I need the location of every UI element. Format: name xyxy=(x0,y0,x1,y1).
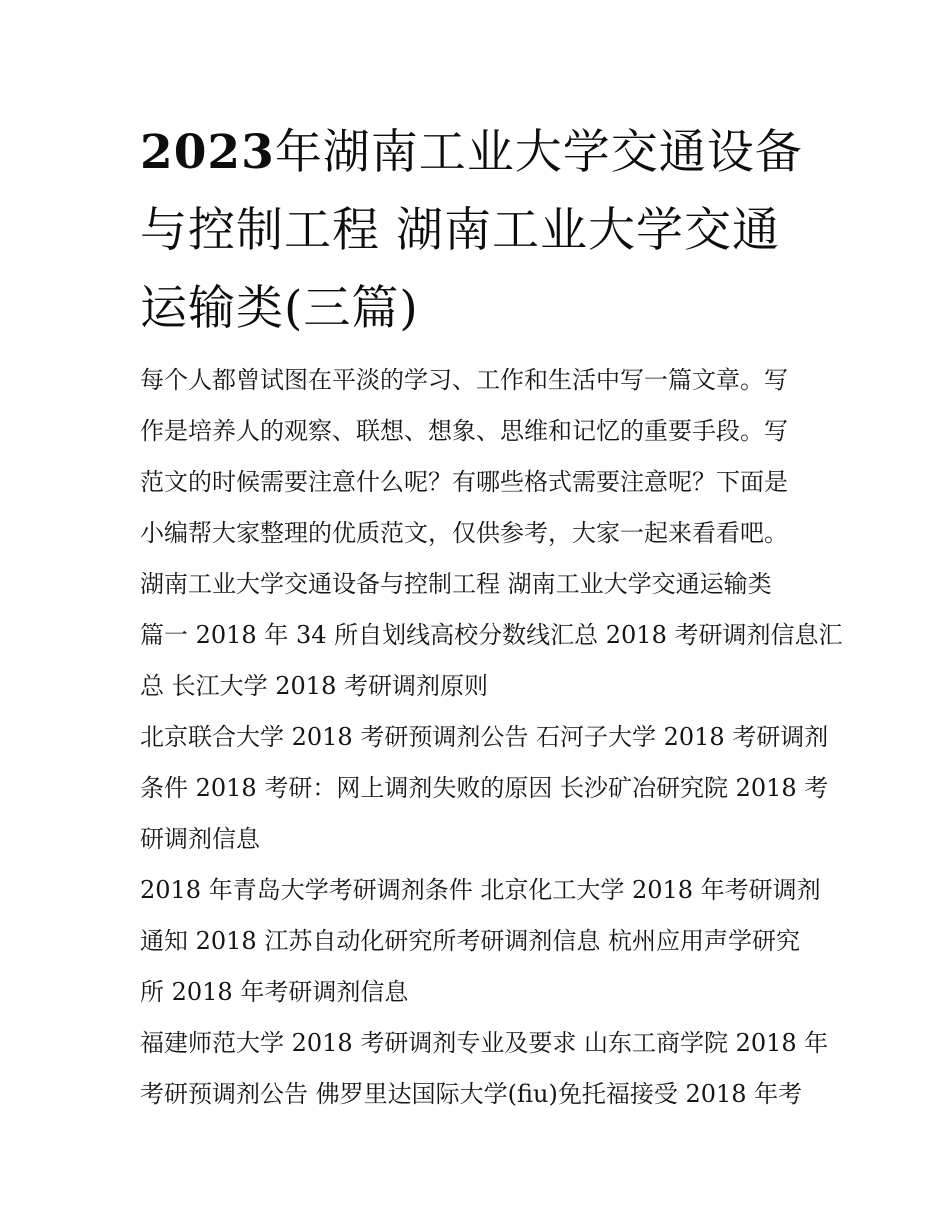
paragraph-line: 每个人都曾试图在平淡的学习、工作和生活中写一篇文章。写 xyxy=(140,366,788,394)
paragraph-line: 条件 2018 考研：网上调剂失败的原因 长沙矿冶研究院 2018 考 xyxy=(140,774,829,802)
paragraph-line: 总 长江大学 2018 考研调剂原则 xyxy=(140,672,488,700)
paragraph-line: 作是培养人的观察、联想、想象、思维和记忆的重要手段。写 xyxy=(140,417,788,445)
paragraph-line: 福建师范大学 2018 考研调剂专业及要求 山东工商学院 2018 年 xyxy=(140,1029,829,1057)
paragraph-line: 篇一 2018 年 34 所自划线高校分数线汇总 2018 考研调剂信息汇 xyxy=(140,621,843,649)
document-body xyxy=(140,355,843,1120)
paragraph-line: 考研预调剂公告 佛罗里达国际大学(fiu)免托福接受 2018 年考 xyxy=(140,1080,803,1108)
paragraph-list-1 xyxy=(140,712,829,865)
document-title xyxy=(140,114,820,348)
paragraph-line: 通知 2018 江苏自动化研究所考研调剂信息 杭州应用声学研究 xyxy=(140,927,800,955)
paragraph-intro xyxy=(140,355,820,559)
title-line-2: 与控制工程 湖南工业大学交通 xyxy=(140,203,780,258)
paragraph-list-2 xyxy=(140,865,820,1018)
paragraph-line: 2018 年青岛大学考研调剂条件 北京化工大学 2018 年考研调剂 xyxy=(140,876,821,904)
title-line-3: 运输类(三篇) xyxy=(140,281,419,336)
paragraph-line: 北京联合大学 2018 考研预调剂公告 石河子大学 2018 考研调剂 xyxy=(140,723,829,751)
paragraph-line: 湖南工业大学交通设备与控制工程 湖南工业大学交通运输类 xyxy=(140,570,772,598)
title-line-1 xyxy=(140,114,820,192)
paragraph-list-3 xyxy=(140,1018,829,1120)
paragraph-line: 研调剂信息 xyxy=(140,825,260,853)
paragraph-line: 范文的时候需要注意什么呢？有哪些格式需要注意呢？下面是 xyxy=(140,468,788,496)
paragraph-line: 所 2018 年考研调剂信息 xyxy=(140,978,409,1006)
title-line-1-text: 年湖南工业大学交通设备 xyxy=(274,125,803,180)
paragraph-line: 小编帮大家整理的优质范文，仅供参考，大家一起来看看吧。 xyxy=(140,519,788,547)
paragraph-section-heading xyxy=(140,559,843,712)
title-year: 2023 xyxy=(140,125,275,180)
